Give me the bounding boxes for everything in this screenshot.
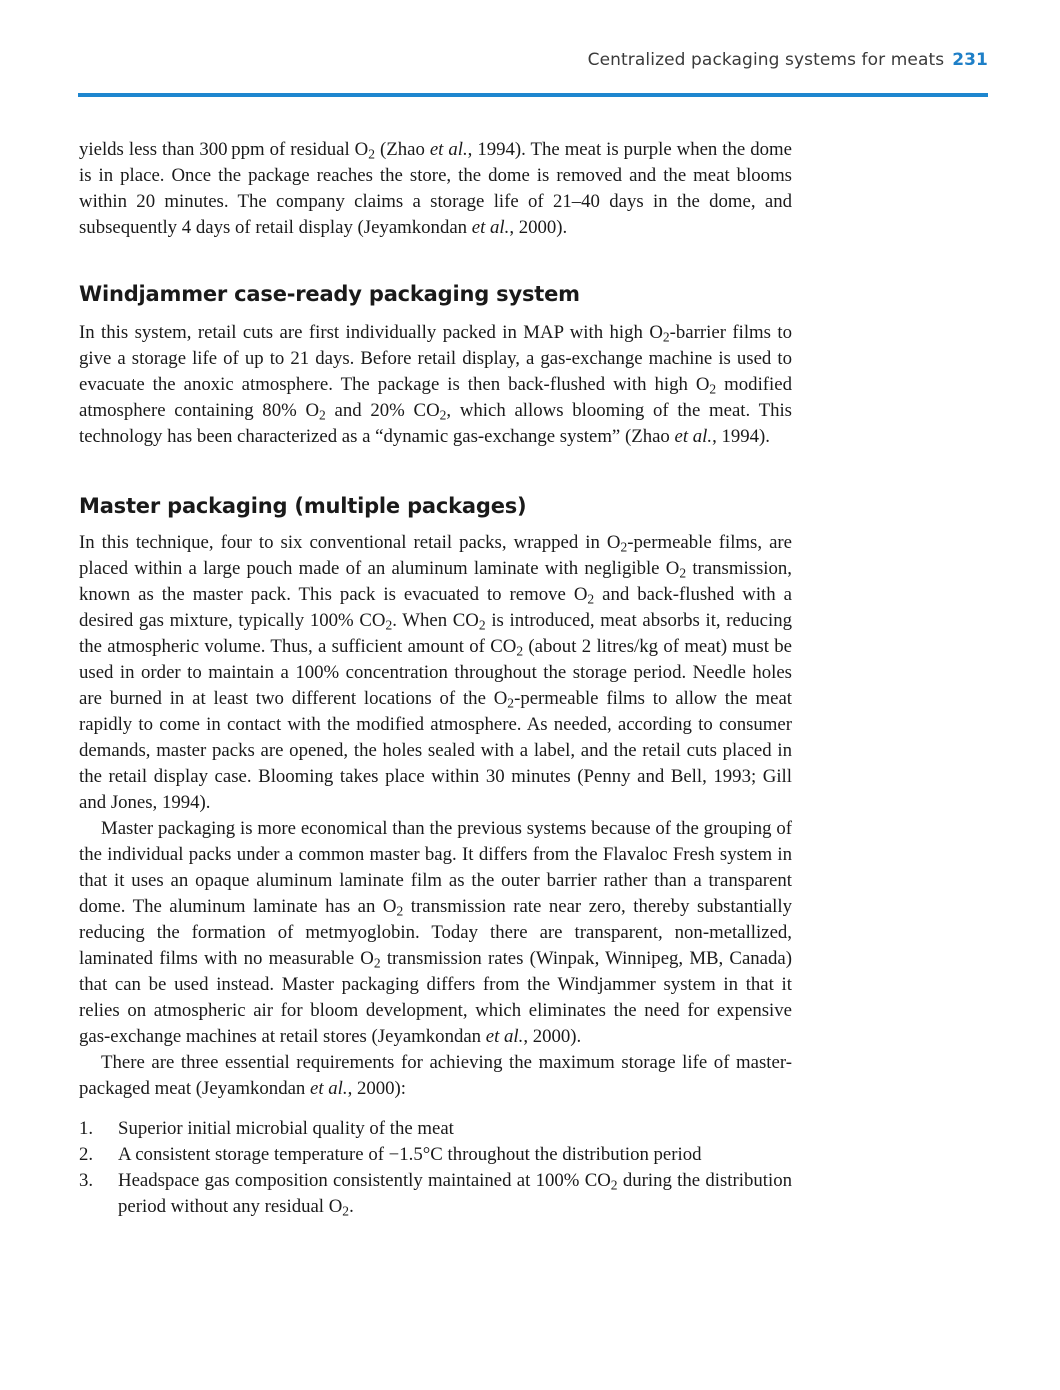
master-paragraph-1: In this technique, four to six conventional retail packs, wrapped in $O_2$-permeable films, are placed within a large pouch made of an aluminum laminate with negligible $O_2$ transmission, known as the master pack. This pack is evacuated to remove $O_2$ and back-flushed with a desired gas mixture, typically 100% $CO_2$. When $CO_2$ is introduced, meat absorbs it, reducing the atmospheric volume. Thus, a sufficient amount of $CO_2$ (about 2 litres/kg of meat) must be used in order to maintain a 100% concentration throughout the storage period. Needle holes are burned in at least two different locations of the $O_2$-permeable films to allow the meat rapidly to come in contact with the modified atmosphere. As needed, according to consumer demands, master packs are opened, the holes sealed with a label, and the retail cuts placed in the retail display case. Blooming takes place within 30 minutes (Penny and Bell, 1993; Gill and Jones, 1994). [79, 532, 793, 813]
list-item-text: Superior initial microbial quality of the meat [118, 1118, 454, 1139]
header-rule [78, 93, 988, 97]
running-title: Centralized packaging systems for meats [587, 50, 945, 70]
list-item-number: 3. [79, 1170, 94, 1191]
master-packaging-section-heading: Master packaging (multiple packages) [79, 494, 527, 518]
windjammer-paragraph: In this system, retail cuts are first individually packed in MAP with high $O_2$-barrier films to give a storage life of up to 21 days. Before retail display, a gas-exchange machine is used to evacuate the anoxic atmosphere. The package is then back-flushed with high $O_2$ modified atmosphere containing 80% $O_2$ and 20% $CO_2$, which allows blooming of the meat. This technology has been characterized as a “dynamic gas-exchange system” (Zhao et al., 1994). [79, 322, 792, 447]
list-item-text: A consistent storage temperature of −1.5°C throughout the distribution period [118, 1144, 702, 1165]
list-item-text: Headspace gas composition consistently maintained at 100% $CO_2$ during the distribution period without any residual $O_2$. [118, 1170, 792, 1219]
requirements-list [79, 1116, 792, 1220]
page-number: 231 [952, 50, 988, 70]
windjammer-section-heading: Windjammer case-ready packaging system [79, 282, 580, 306]
intro-paragraph: yields less than 300 ppm of residual $O_2$ (Zhao et al., 1994). The meat is purple when the dome is in place. Once the package reaches the store, the dome is removed and the meat blooms within 20 minutes. The company claims a storage life of 21–40 days in the dome, and subsequently 4 days of retail display (Jeyamkondan et al., 2000). [79, 139, 792, 238]
list-item-number: 1. [79, 1118, 94, 1139]
list-item-number: 2. [79, 1144, 94, 1165]
list-item [79, 1116, 792, 1142]
list-item [79, 1142, 792, 1168]
page-body [79, 137, 792, 1220]
master-paragraph-3: There are three essential requirements for achieving the maximum storage life of master-packaged meat (Jeyamkondan et al., 2000): [79, 1052, 792, 1099]
list-item [79, 1168, 792, 1220]
master-paragraph-2: Master packaging is more economical than the previous systems because of the grouping of the individual packs under a common master bag. It differs from the Flavaloc Fresh system in that it uses an opaque aluminum laminate film as the outer barrier rather than a transparent dome. The aluminum laminate has an $O_2$ transmission rate near zero, thereby substantially reducing the formation of metmyoglobin. Today there are transparent, non-metallized, laminated films with no measurable $O_2$ transmission rates (Winpak, Winnipeg, MB, Canada) that can be used instead. Master packaging differs from the Windjammer system in that it relies on atmospheric air for bloom development, which eliminates the need for expensive gas-exchange machines at retail stores (Jeyamkondan et al., 2000). [79, 818, 792, 1047]
running-head [588, 50, 988, 70]
